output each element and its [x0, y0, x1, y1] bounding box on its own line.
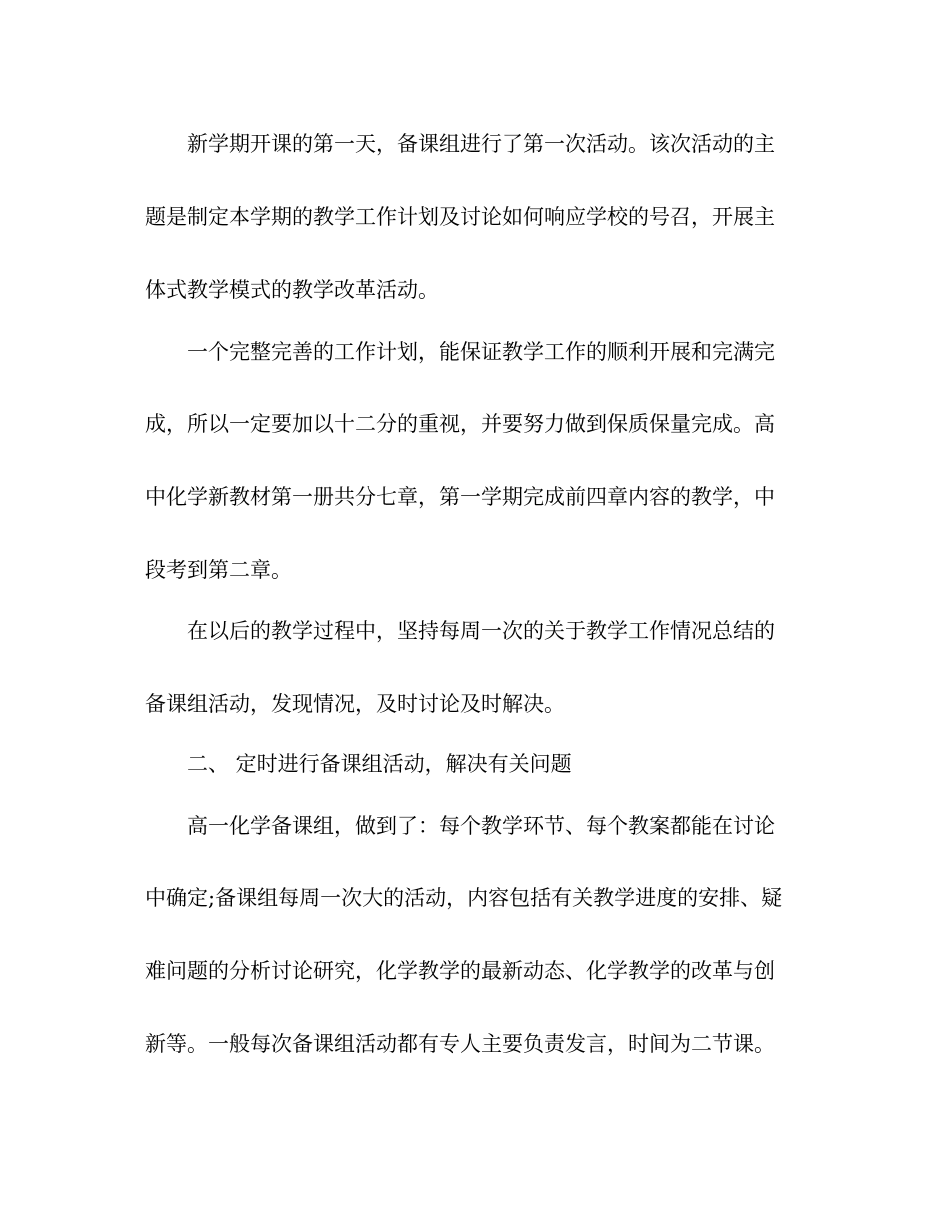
paragraph-1-line-2: 题是制定本学期的教学工作计划及讨论如何响应学校的号召，开展主	[145, 205, 775, 229]
paragraph-4-line-3: 难问题的分析讨论研究，化学教学的最新动态、化学教学的改革与创	[145, 959, 775, 983]
paragraph-2-line-3: 中化学新教材第一册共分七章，第一学期完成前四章内容的教学，中	[145, 485, 775, 509]
paragraph-2-line-1: 一个完整完善的工作计划，能保证教学工作的顺利开展和完满完	[187, 340, 775, 364]
paragraph-2-line-2: 成，所以一定要加以十二分的重视，并要努力做到保质保量完成。高	[145, 412, 775, 436]
paragraph-4-line-2: 中确定;备课组每周一次大的活动，内容包括有关教学进度的安排、疑	[145, 886, 783, 910]
paragraph-4-line-1: 高一化学备课组，做到了：每个教学环节、每个教案都能在讨论	[187, 814, 775, 838]
paragraph-3-line-1: 在以后的教学过程中，坚持每周一次的关于教学工作情况总结的	[187, 619, 775, 643]
paragraph-3-line-2: 备课组活动，发现情况，及时讨论及时解决。	[145, 692, 565, 716]
paragraph-1-line-3: 体式教学模式的教学改革活动。	[145, 278, 439, 302]
paragraph-4-line-4: 新等。一般每次备课组活动都有专人主要负责发言，时间为二节课。	[145, 1032, 775, 1056]
paragraph-1-line-1: 新学期开课的第一天，备课组进行了第一次活动。该次活动的主	[187, 132, 775, 156]
section-heading: 二、 定时进行备课组活动，解决有关问题	[187, 752, 572, 776]
paragraph-2-line-4: 段考到第二章。	[145, 558, 292, 582]
